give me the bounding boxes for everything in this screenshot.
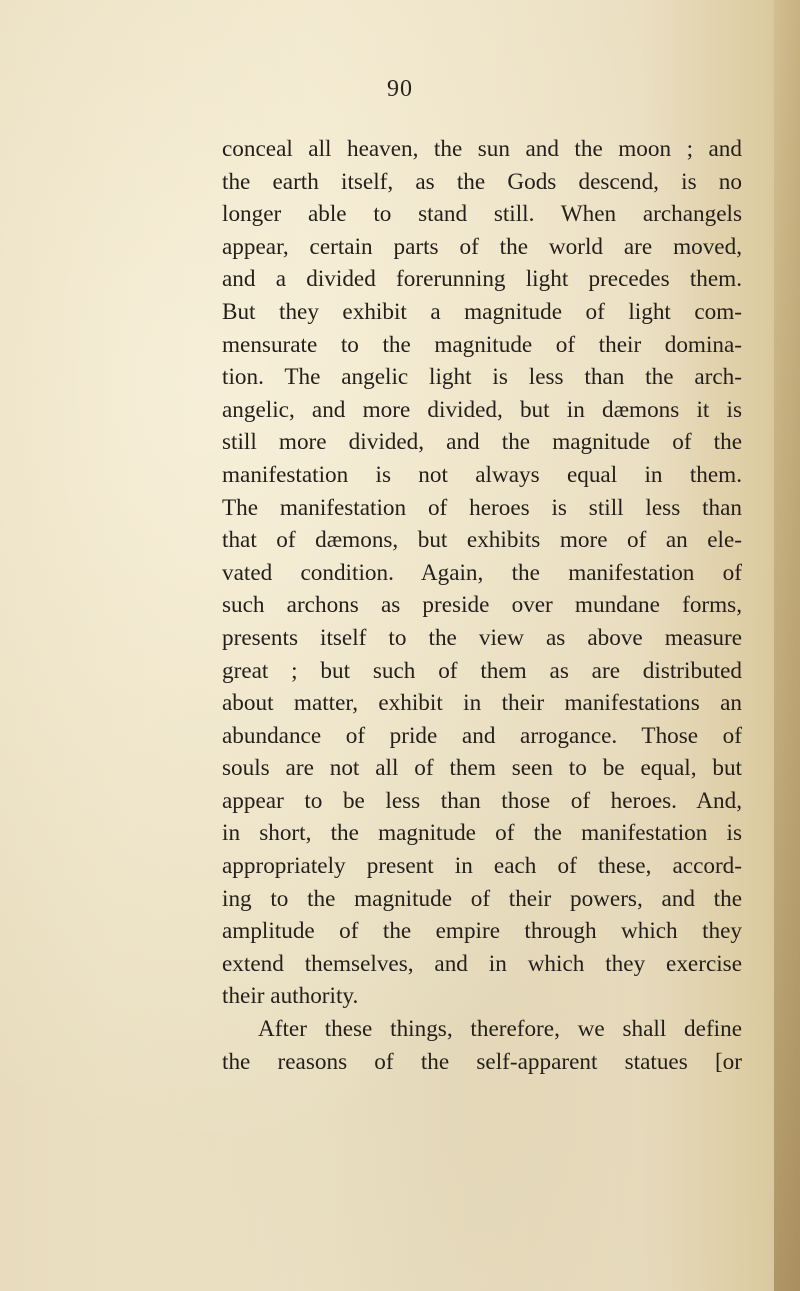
page-number: 90 — [387, 76, 413, 102]
text-line: amplitude of the empire through which they — [222, 918, 742, 945]
text-line: in short, the magnitude of the manifestation is — [222, 820, 742, 847]
text-line: ing to the magnitude of their powers, and the — [222, 885, 742, 912]
text-line: angelic, and more divided, but in dæmons it is — [222, 396, 742, 423]
text-line: abundance of pride and arrogance. Those of — [222, 722, 742, 749]
text-line: still more divided, and the magnitude of the — [222, 429, 742, 456]
text-line: and a divided forerunning light precedes them. — [222, 266, 742, 293]
text-line: manifestation is not always equal in them. — [222, 461, 742, 488]
text-line: appear to be less than those of heroes. And, — [222, 787, 742, 814]
text-line: The manifestation of heroes is still less than — [222, 494, 742, 521]
text-line: longer able to stand still. When archangels — [222, 201, 742, 228]
text-line: tion. The angelic light is less than the arch- — [222, 364, 742, 391]
text-line: conceal all heaven, the sun and the moon ; and — [222, 136, 742, 162]
text-line: souls are not all of them seen to be equal, but — [222, 755, 742, 782]
text-line: that of dæmons, but exhibits more of an ele- — [222, 527, 742, 554]
text-line: the reasons of the self-apparent statues [or — [222, 1048, 742, 1075]
text-line: But they exhibit a magnitude of light com- — [222, 298, 742, 325]
body-text — [222, 133, 742, 1078]
page-edge-stain — [774, 0, 800, 1291]
text-line: their authority. — [222, 983, 359, 1010]
text-line: such archons as preside over mundane forms, — [222, 592, 742, 619]
text-line: vated condition. Again, the manifestation of — [222, 559, 742, 586]
text-line: After these things, therefore, we shall define — [258, 1016, 742, 1043]
text-line: great ; but such of them as are distributed — [222, 657, 742, 684]
text-line: about matter, exhibit in their manifestations an — [222, 690, 742, 717]
text-line: presents itself to the view as above measure — [222, 624, 742, 651]
text-line: the earth itself, as the Gods descend, is no — [222, 168, 742, 195]
text-line: mensurate to the magnitude of their domina- — [222, 331, 742, 358]
text-line: appropriately present in each of these, accord- — [222, 853, 742, 880]
text-line: extend themselves, and in which they exercise — [222, 950, 742, 977]
text-line: appear, certain parts of the world are moved, — [222, 233, 742, 260]
